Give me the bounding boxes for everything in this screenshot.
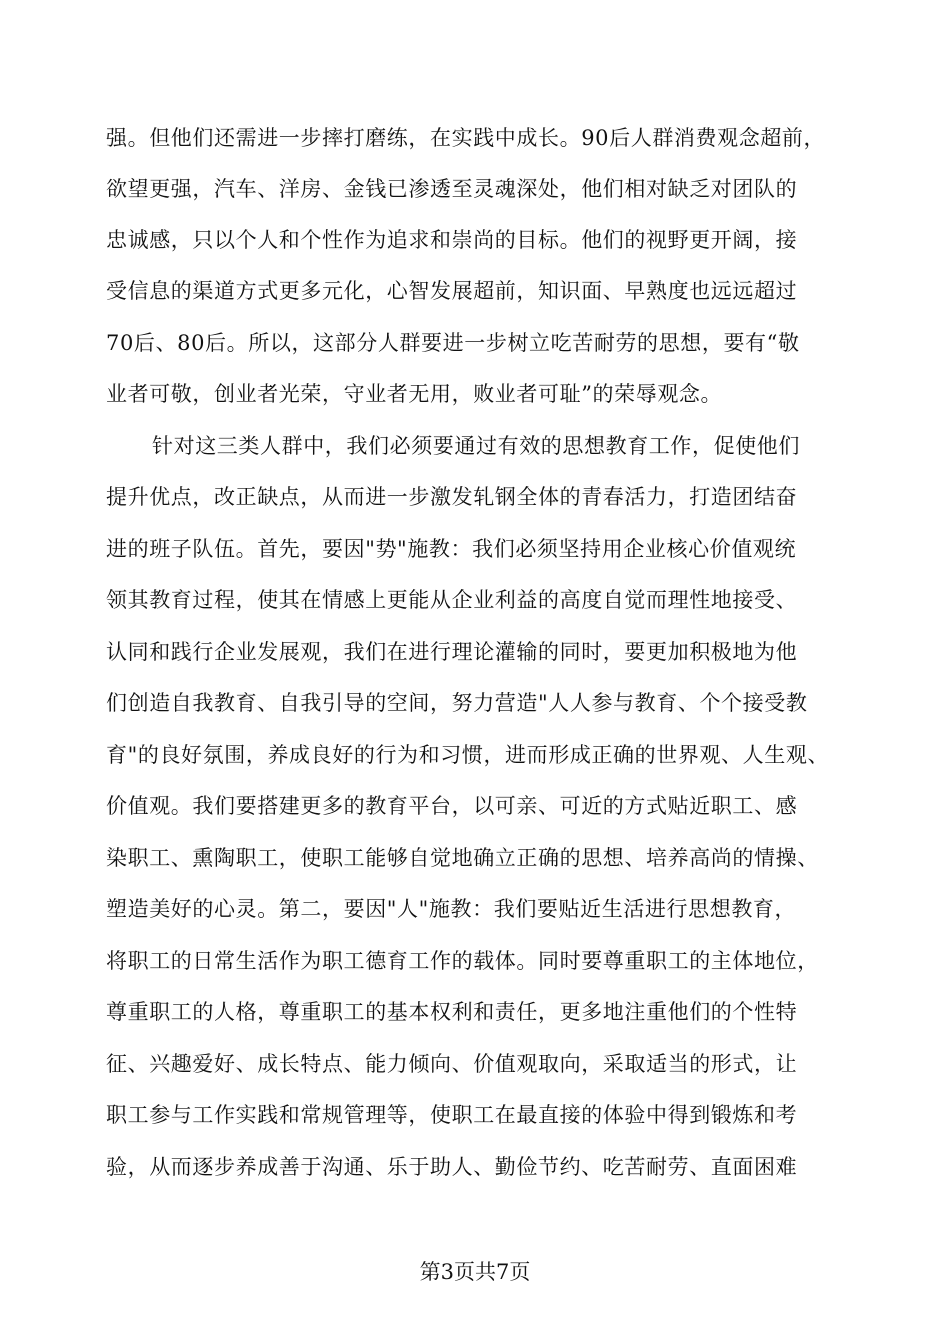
text-line: 70后、80后。所以，这部分人群要进一步树立吃苦耐劳的思想，要有“敬 (106, 331, 800, 355)
text-line: 职工参与工作实践和常规管理等，使职工在最直接的体验中得到锻炼和考 (106, 1103, 798, 1127)
text-line: 育"的良好氛围，养成良好的行为和习惯，进而形成正确的世界观、人生观、 (106, 743, 830, 767)
text-line: 染职工、熏陶职工，使职工能够自觉地确立正确的思想、培养高尚的情操、 (106, 846, 819, 870)
text-line: 认同和践行企业发展观，我们在进行理论灌输的同时，要更加积极地为他 (106, 640, 798, 664)
text-line: 价值观。我们要搭建更多的教育平台，以可亲、可近的方式贴近职工、感 (106, 794, 798, 818)
text-line: 强。但他们还需进一步摔打磨练，在实践中成长。90后人群消费观念超前， (106, 126, 826, 150)
text-line: 塑造美好的心灵。第二，要因"人"施教：我们要贴近生活进行思想教育， (106, 897, 797, 921)
text-line: 忠诚感，只以个人和个性作为追求和崇尚的目标。他们的视野更开阔，接 (106, 228, 798, 252)
text-line: 验，从而逐步养成善于沟通、乐于助人、勤俭节约、吃苦耐劳、直面困难 (106, 1155, 798, 1179)
text-line: 提升优点，改正缺点，从而进一步激发轧钢全体的青春活力，打造团结奋 (106, 485, 798, 509)
text-line: 将职工的日常生活作为职工德育工作的载体。同时要尊重职工的主体地位， (106, 949, 819, 973)
page-number-footer: 第3页共7页 (419, 1260, 531, 1284)
text-line: 们创造自我教育、自我引导的空间，努力营造"人人参与教育、个个接受教 (106, 691, 808, 715)
paragraph-first-line: 针对这三类人群中，我们必须要通过有效的思想教育工作，促使他们 (152, 434, 800, 458)
text-line: 进的班子队伍。首先，要因"势"施教：我们必须坚持用企业核心价值观统 (106, 537, 797, 561)
text-line: 受信息的渠道方式更多元化，心智发展超前，知识面、早熟度也远远超过 (106, 279, 798, 303)
text-line: 业者可敬，创业者光荣，守业者无用，败业者可耻”的荣辱观念。 (106, 382, 723, 406)
text-line: 征、兴趣爱好、成长特点、能力倾向、价值观取向，采取适当的形式，让 (106, 1052, 798, 1076)
text-line: 尊重职工的人格，尊重职工的基本权利和责任，更多地注重他们的个性特 (106, 1000, 798, 1024)
text-line: 领其教育过程，使其在情感上更能从企业利益的高度自觉而理性地接受、 (106, 588, 798, 612)
text-line: 欲望更强，汽车、洋房、金钱已渗透至灵魂深处，他们相对缺乏对团队的 (106, 177, 798, 201)
